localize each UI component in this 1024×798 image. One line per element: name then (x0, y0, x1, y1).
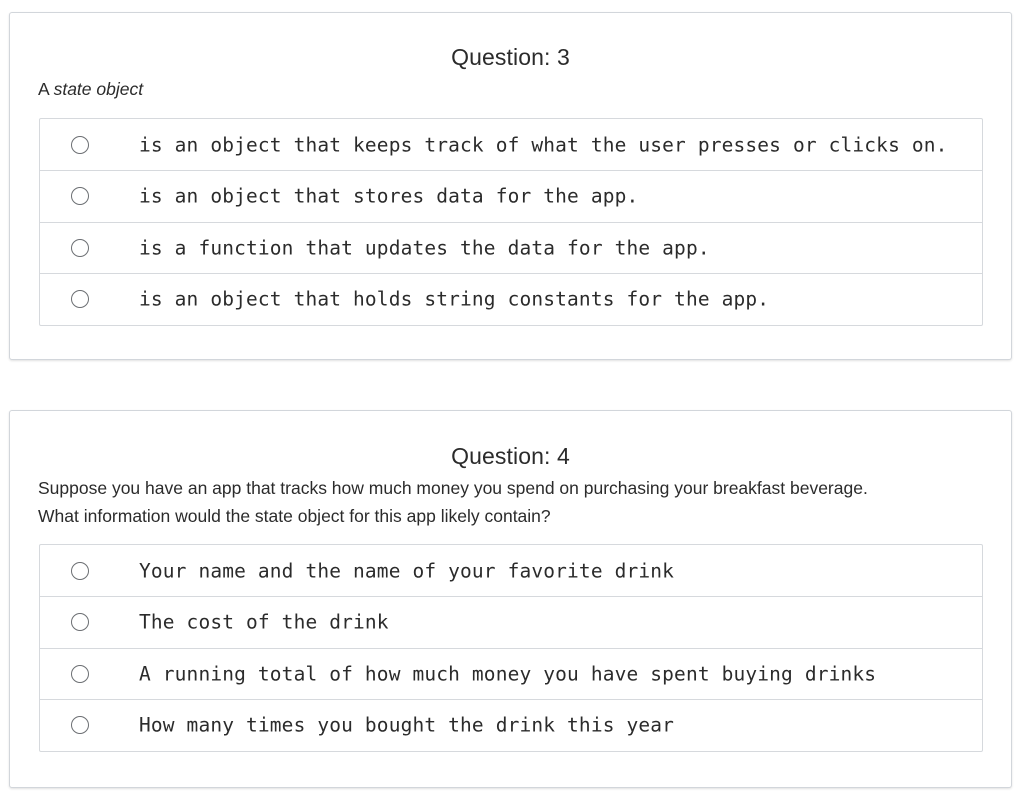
option-label: Your name and the name of your favorite drink (139, 559, 675, 582)
question-3-option-4[interactable] (40, 273, 982, 325)
question-3-prompt (38, 75, 971, 103)
question-3-option-2[interactable] (40, 170, 982, 222)
radio-button[interactable] (71, 239, 89, 257)
question-4-prompt-line-2: What information would the state object for this app likely contain? (38, 506, 551, 526)
option-label: is an object that holds string constants for the app. (139, 287, 770, 311)
radio-button[interactable] (71, 665, 89, 683)
question-3-options (39, 118, 983, 326)
question-4-title: Question: 4 (451, 443, 570, 469)
radio-button[interactable] (71, 613, 89, 631)
radio-button[interactable] (71, 562, 89, 580)
radio-button[interactable] (71, 136, 89, 154)
question-4-option-3[interactable] (40, 648, 982, 700)
question-4-card (9, 410, 1012, 788)
radio-button[interactable] (71, 187, 89, 205)
option-label: is an object that stores data for the app. (139, 184, 639, 208)
question-3-option-1[interactable] (40, 119, 982, 170)
question-3-prompt-lead: A (38, 79, 54, 99)
question-3-title: Question: 3 (451, 44, 570, 70)
question-3-prompt-emphasis: state object (53, 79, 144, 99)
radio-button[interactable] (71, 716, 89, 734)
question-4-options (39, 544, 983, 752)
option-label: is an object that keeps track of what the user presses or clicks on. (139, 133, 948, 156)
option-label: How many times you bought the drink this year (139, 713, 675, 737)
question-3-card (9, 12, 1012, 360)
question-4-option-1[interactable] (40, 545, 982, 596)
radio-button[interactable] (71, 290, 89, 308)
option-label: A running total of how much money you have spent buying drinks (139, 662, 877, 686)
question-4-prompt-line-1: Suppose you have an app that tracks how much money you spend on purchasing your breakfast beverage. (38, 478, 868, 498)
question-4-prompt (38, 474, 971, 530)
question-4-option-4[interactable] (40, 699, 982, 751)
option-label: is a function that updates the data for the app. (139, 236, 710, 260)
question-3-option-3[interactable] (40, 222, 982, 274)
question-4-option-2[interactable] (40, 596, 982, 648)
option-label: The cost of the drink (139, 610, 389, 634)
